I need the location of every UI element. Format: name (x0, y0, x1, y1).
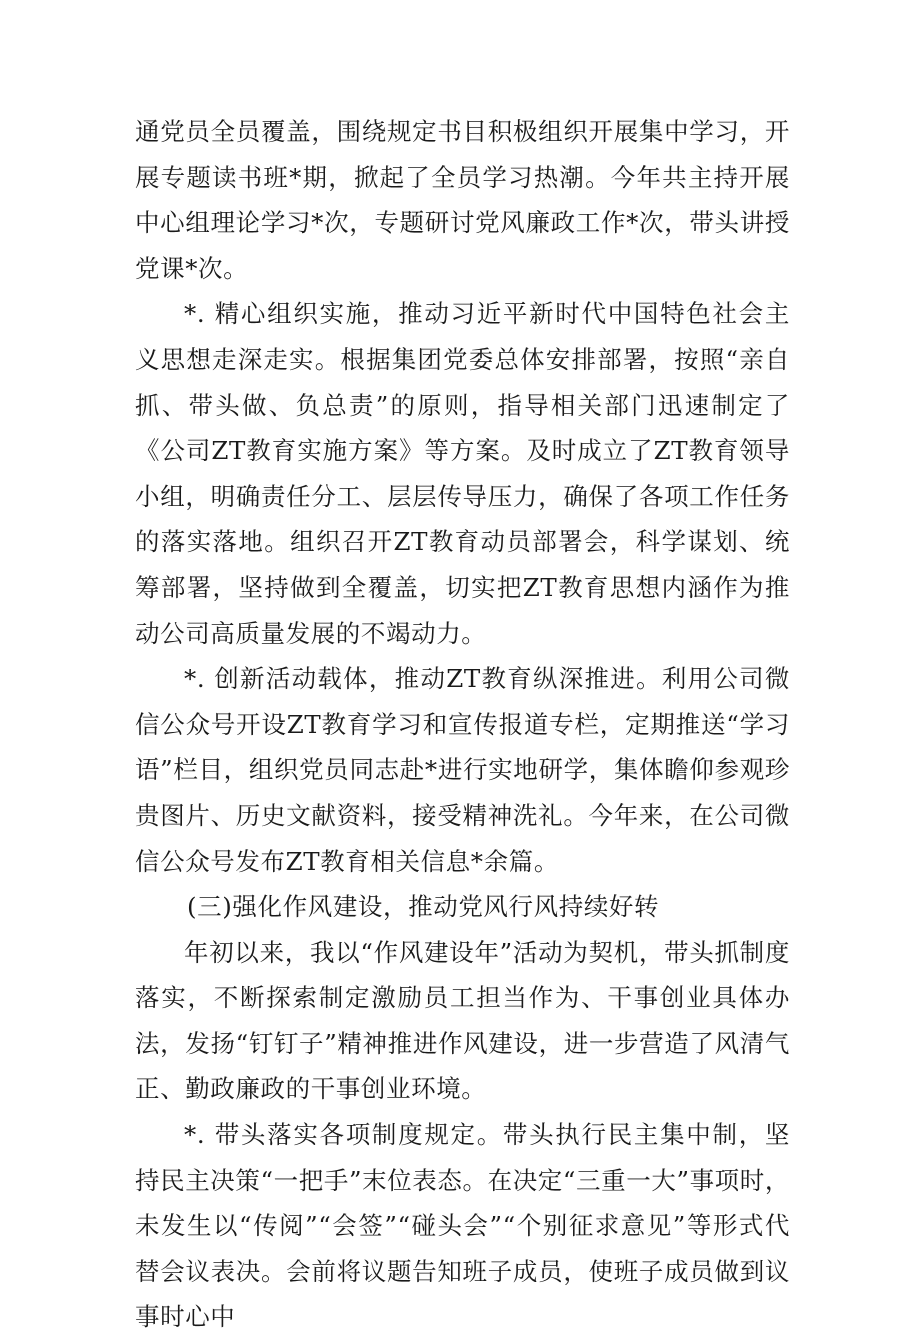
paragraph-implement-rules: *. 带头落实各项制度规定。带头执行民主集中制，坚持民主决策“一把手”末位表态。在决定“三重一大”事项时，未发生以“传阅”“会签”“碰头会”“个别征求意见”等形式代替会议表决。会前将议题告知班子成员，使班子成员做到议事时心中 (135, 1120, 790, 1332)
section-heading-work-style: (三)强化作风建设，推动党风行风持续好转 (187, 892, 660, 922)
paragraph-innovate-activities: *. 创新活动载体，推动ZT教育纵深推进。利用公司微信公众号开设ZT教育学习和宣传报道专栏，定期推送“学习语”栏目，组织党员同志赴*进行实地研学，集体瞻仰参观珍贵图片、历史文献资料，接受精神洗礼。今年来，在公司微信公众号发布ZT教育相关信息*余篇。 (135, 664, 790, 876)
paragraph-work-style-year: 年初以来，我以“作风建设年”活动为契机，带头抓制度落实，不断探索制定激励员工担当作为、干事创业具体办法，发扬“钉钉子”精神推进作风建设，进一步营造了风清气正、勤政廉政的干事创业环境。 (135, 937, 790, 1104)
document-page (135, 109, 790, 1340)
paragraph-organize-implementation: *. 精心组织实施，推动习近平新时代中国特色社会主义思想走深走实。根据集团党委总体安排部署，按照“亲自抓、带头做、负总责”的原则，指导相关部门迅速制定了《公司ZT教育实施方案》等方案。及时成立了ZT教育领导小组，明确责任分工、层层传导压力，确保了各项工作任务的落实落地。组织召开ZT教育动员部署会，科学谋划、统筹部署，坚持做到全覆盖，切实把ZT教育思想内涵作为推动公司高质量发展的不竭动力。 (135, 299, 790, 648)
paragraph-study-coverage: 通党员全员覆盖，围绕规定书目积极组织开展集中学习，开展专题读书班*期，掀起了全员学习热潮。今年共主持开展中心组理论学习*次，专题研讨党风廉政工作*次，带头讲授党课*次。 (135, 117, 790, 283)
